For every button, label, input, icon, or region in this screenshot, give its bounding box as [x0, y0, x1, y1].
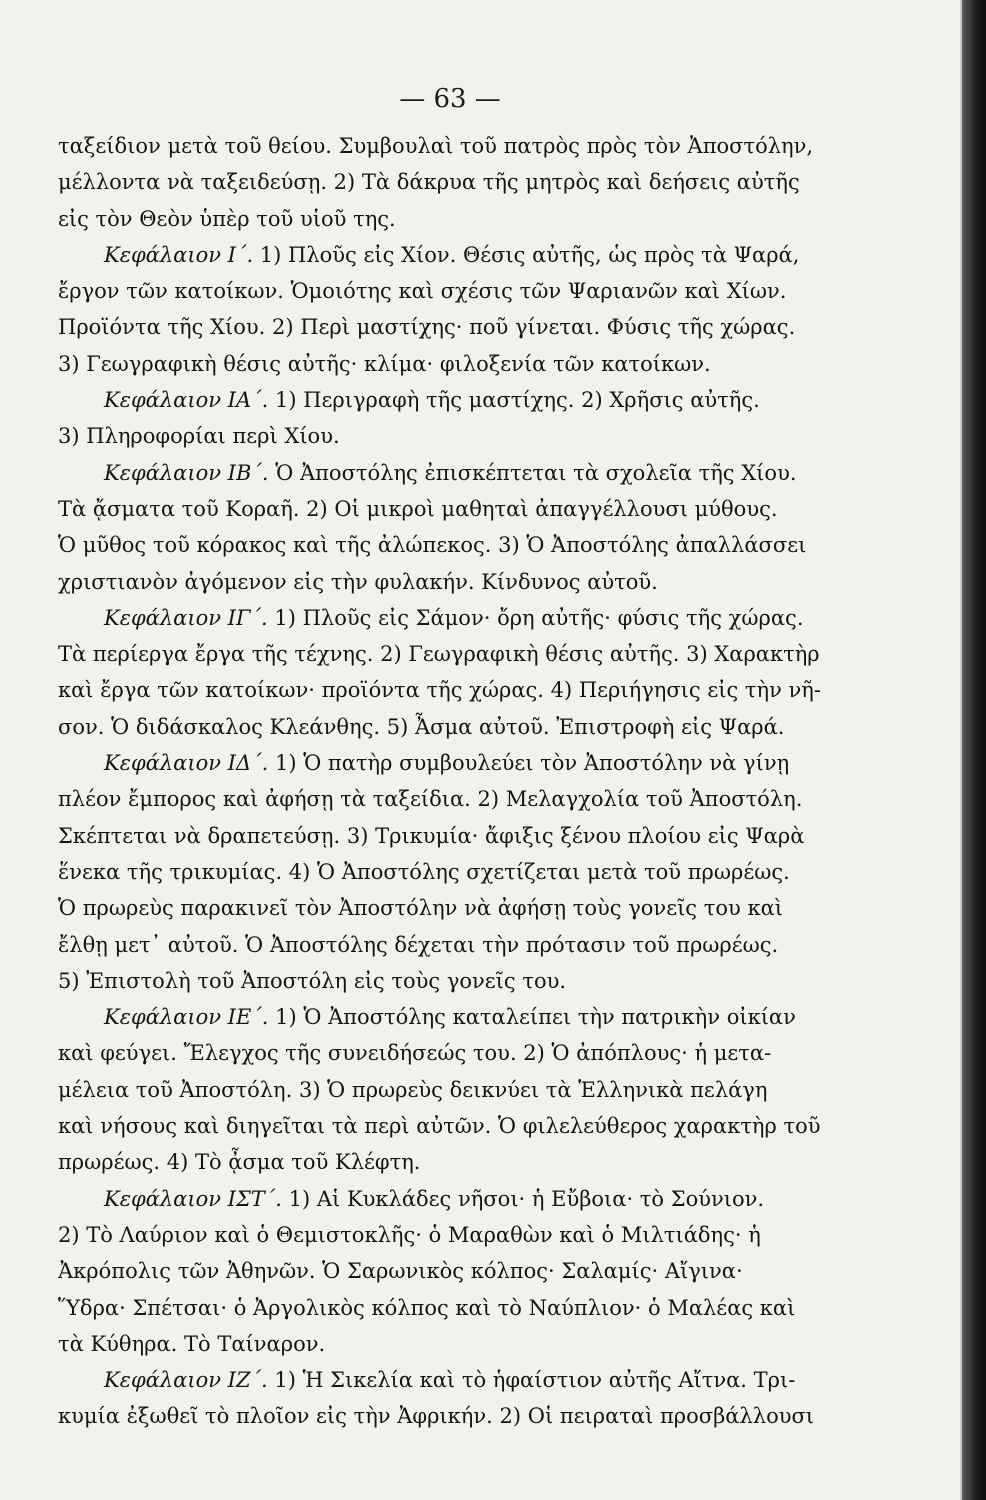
- chapter-heading: Κεφάλαιον ΙΖ΄.: [104, 1368, 268, 1393]
- line-text: ἕνεκα τῆς τρικυμίας. 4) Ὁ Ἀποστόλης σχετίζεται μετὰ τοῦ πρωρέως.: [58, 859, 790, 884]
- text-line: [58, 963, 864, 999]
- line-text: Τὰ περίεργα ἔργα τῆς τέχνης. 2) Γεωγραφικὴ θέσις αὐτῆς. 3) Χαρακτὴρ: [58, 642, 820, 667]
- text-line: [58, 1398, 864, 1434]
- line-text: ἔργον τῶν κατοίκων. Ὁμοιότης καὶ σχέσις τῶν Ψαριανῶν καὶ Χίων.: [58, 279, 787, 304]
- line-text: σον. Ὁ διδάσκαλος Κλεάνθης. 5) Ἆσμα αὐτοῦ. Ἐπιστροφὴ εἰς Ψαρά.: [58, 714, 785, 739]
- text-line: [58, 672, 864, 708]
- text-line: [58, 745, 864, 781]
- chapter-heading: Κεφάλαιον ΙΒ΄.: [104, 460, 269, 485]
- line-text: 2) Τὸ Λαύριον καὶ ὁ Θεμιστοκλῆς· ὁ Μαραθὼν καὶ ὁ Μιλτιάδης· ἡ: [58, 1222, 761, 1247]
- text-line: [58, 418, 864, 454]
- line-text: κυμία ἐξωθεῖ τὸ πλοῖον εἰς τὴν Ἀφρικήν. 2) Οἱ πειραταὶ προσβάλλουσι: [58, 1404, 815, 1429]
- line-text: Προϊόντα τῆς Χίου. 2) Περὶ μαστίχης· ποῦ γίνεται. Φύσις τῆς χώρας.: [58, 315, 796, 340]
- text-line: [58, 382, 864, 418]
- line-text: ἔλθῃ μετ᾽ αὐτοῦ. Ὁ Ἀποστόλης δέχεται τὴν πρότασιν τοῦ πρωρέως.: [58, 932, 779, 957]
- text-line: [58, 164, 864, 200]
- page-text: [58, 128, 864, 1435]
- line-text: Τὰ ᾄσματα τοῦ Κοραῆ. 2) Οἱ μικροὶ μαθηταὶ ἀπαγγέλλουσι μύθους.: [58, 496, 778, 521]
- text-line: [58, 564, 864, 600]
- page-number: — 63 —: [399, 84, 501, 114]
- text-line: [58, 527, 864, 563]
- text-line: [58, 818, 864, 854]
- line-text: καὶ ἔργα τῶν κατοίκων· προϊόντα τῆς χώρας. 4) Περιήγησις εἰς τὴν νῆ-: [58, 678, 821, 703]
- chapter-heading: Κεφάλαιον ΙΑ΄.: [104, 388, 269, 413]
- line-text: εἰς τὸν Θεὸν ὑπὲρ τοῦ υἱοῦ της.: [58, 206, 396, 231]
- line-text: πρωρέως. 4) Τὸ ᾆσμα τοῦ Κλέφτη.: [58, 1150, 421, 1175]
- text-line: [58, 346, 864, 382]
- chapter-heading: Κεφάλαιον ΙΕ΄.: [104, 1005, 269, 1030]
- text-line: [58, 890, 864, 926]
- text-line: [58, 1290, 864, 1326]
- line-text: 1) Ὁ Ἀποστόλης καταλείπει τὴν πατρικὴν οἰκίαν: [268, 1005, 796, 1030]
- text-line: [58, 1144, 864, 1180]
- line-text: 1) Ὁ πατὴρ συμβουλεύει τὸν Ἀποστόλην νὰ γίνῃ: [268, 751, 790, 776]
- line-text: Ὁ Ἀποστόλης ἐπισκέπτεται τὰ σχολεῖα τῆς Χίου.: [268, 460, 797, 485]
- text-line: [58, 709, 864, 745]
- page-edge-shadow: [962, 0, 986, 1500]
- text-line: [58, 600, 864, 636]
- text-line: [58, 309, 864, 345]
- text-line: [58, 781, 864, 817]
- line-text: 1) Ἡ Σικελία καὶ τὸ ἡφαίστιον αὐτῆς Αἴτνα. Τρι-: [267, 1368, 796, 1393]
- line-text: 1) Αἱ Κυκλάδες νῆσοι· ἡ Εὔβοια· τὸ Σούνιον.: [281, 1186, 765, 1211]
- text-line: [58, 636, 864, 672]
- chapter-heading: Κεφάλαιον ΙΣΤ΄.: [104, 1186, 282, 1211]
- line-text: 3) Γεωγραφικὴ θέσις αὐτῆς· κλίμα· φιλοξενία τῶν κατοίκων.: [58, 351, 711, 376]
- text-line: [58, 1253, 864, 1289]
- line-text: χριστιανὸν ἀγόμενον εἰς τὴν φυλακήν. Κίνδυνος αὐτοῦ.: [58, 569, 658, 594]
- line-text: Σκέπτεται νὰ δραπετεύσῃ. 3) Τρικυμία· ἄφιξις ξένου πλοίου εἰς Ψαρὰ: [58, 823, 805, 848]
- text-line: [58, 1326, 864, 1362]
- line-text: 5) Ἐπιστολὴ τοῦ Ἀποστόλη εἰς τοὺς γονεῖς του.: [58, 968, 567, 993]
- line-text: Ἀκρόπολις τῶν Ἀθηνῶν. Ὁ Σαρωνικὸς κόλπος· Σαλαμίς· Αἴγινα·: [58, 1259, 743, 1284]
- text-line: [58, 237, 864, 273]
- text-line: [58, 999, 864, 1035]
- text-line: [58, 1362, 864, 1398]
- text-line: [58, 1072, 864, 1108]
- text-line: [58, 1035, 864, 1071]
- text-line: [58, 491, 864, 527]
- line-text: Ὁ πρωρεὺς παρακινεῖ τὸν Ἀποστόλην νὰ ἀφήσῃ τοὺς γονεῖς του καὶ: [58, 896, 783, 921]
- text-line: [58, 273, 864, 309]
- line-text: ταξείδιον μετὰ τοῦ θείου. Συμβουλαὶ τοῦ πατρὸς πρὸς τὸν Ἀποστόλην,: [58, 134, 814, 158]
- line-text: 1) Πλοῦς εἰς Σάμον· ὄρη αὐτῆς· φύσις τῆς χώρας.: [267, 605, 804, 630]
- text-line: [58, 1181, 864, 1217]
- chapter-heading: Κεφάλαιον Ι΄.: [104, 242, 254, 267]
- line-text: Ὁ μῦθος τοῦ κόρακος καὶ τῆς ἀλώπεκος. 3) Ὁ Ἀποστόλης ἀπαλλάσσει: [58, 533, 807, 558]
- chapter-heading: Κεφάλαιον ΙΓ΄.: [104, 605, 268, 630]
- text-line: [58, 1217, 864, 1253]
- text-line: [58, 854, 864, 890]
- chapter-heading: Κεφάλαιον ΙΔ΄.: [104, 751, 269, 776]
- line-text: καὶ νήσους καὶ διηγεῖται τὰ περὶ αὐτῶν. Ὁ φιλελεύθερος χαρακτὴρ τοῦ: [58, 1114, 821, 1139]
- text-line: [58, 128, 864, 164]
- line-text: μέλεια τοῦ Ἀποστόλη. 3) Ὁ πρωρεὺς δεικνύει τὰ Ἑλληνικὰ πελάγη: [58, 1077, 768, 1102]
- line-text: μέλλοντα νὰ ταξειδεύσῃ. 2) Τὰ δάκρυα τῆς μητρὸς καὶ δεήσεις αὐτῆς: [58, 170, 800, 195]
- line-text: 1) Πλοῦς εἰς Χίον. Θέσις αὐτῆς, ὡς πρὸς τὰ Ψαρά,: [253, 242, 800, 267]
- line-text: 1) Περιγραφὴ τῆς μαστίχης. 2) Χρῆσις αὐτῆς.: [268, 388, 760, 413]
- line-text: Ὕδρα· Σπέτσαι· ὁ Ἀργολικὸς κόλπος καὶ τὸ Ναύπλιον· ὁ Μαλέας καὶ: [58, 1295, 796, 1320]
- text-line: [58, 927, 864, 963]
- line-text: πλέον ἔμπορος καὶ ἀφήσῃ τὰ ταξείδια. 2) Μελαγχολία τοῦ Ἀποστόλη.: [58, 787, 803, 812]
- line-text: καὶ φεύγει. Ἔλεγχος τῆς συνειδήσεώς του. 2) Ὁ ἀπόπλους· ἡ μετα-: [58, 1041, 772, 1066]
- text-line: [58, 1108, 864, 1144]
- line-text: τὰ Κύθηρα. Τὸ Ταίναρον.: [58, 1331, 326, 1356]
- text-line: [58, 201, 864, 237]
- line-text: 3) Πληροφορίαι περὶ Χίου.: [58, 424, 340, 449]
- text-line: [58, 455, 864, 491]
